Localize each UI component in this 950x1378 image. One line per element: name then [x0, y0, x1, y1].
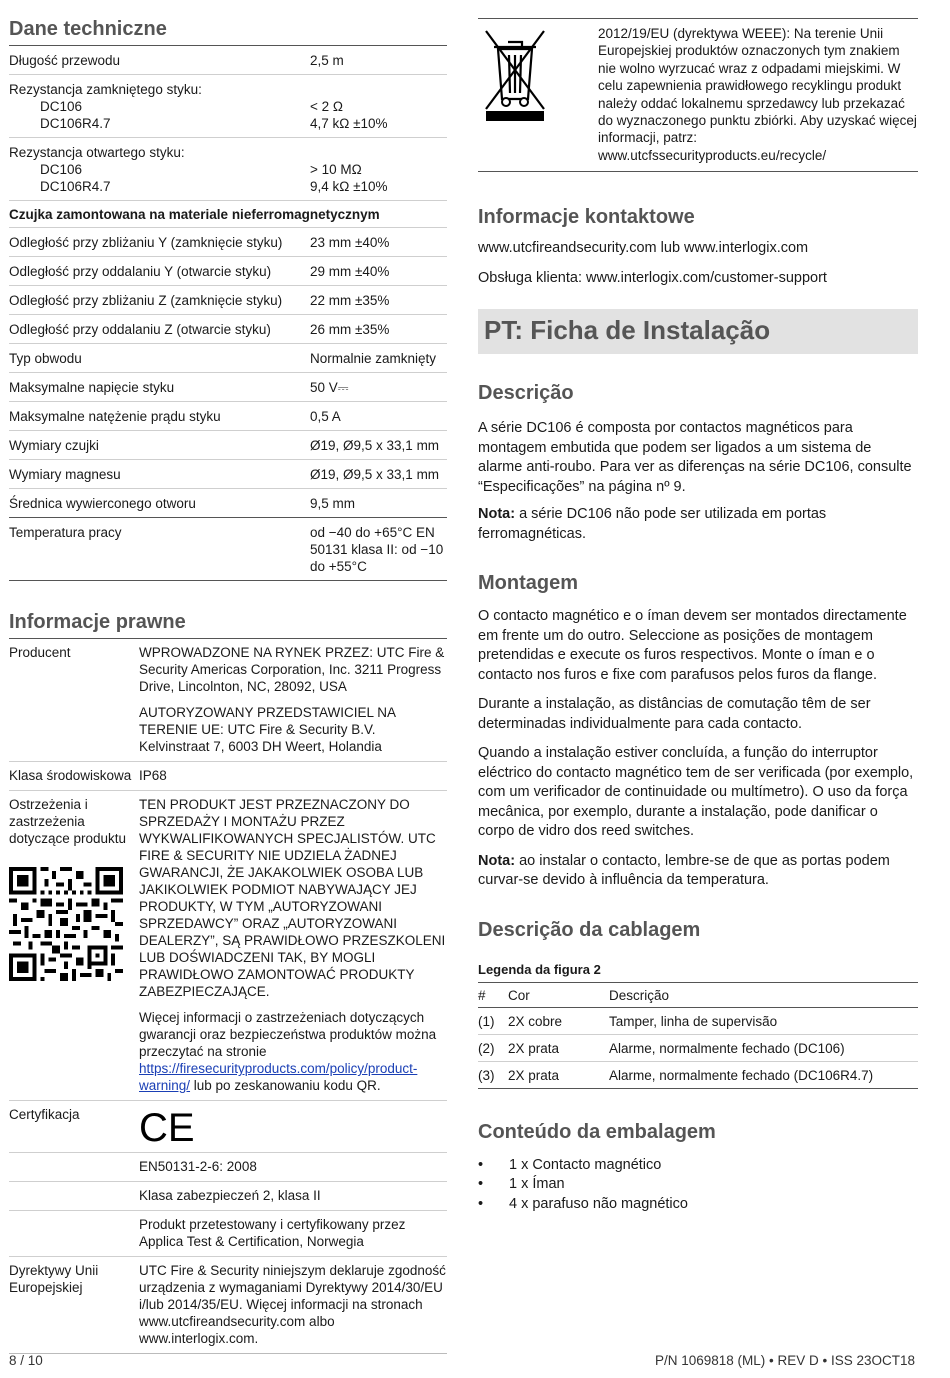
table-row	[9, 75, 447, 138]
contents-list	[478, 1156, 918, 1215]
row-label: Odległość przy oddalaniu Z (otwarcie styku)	[9, 322, 271, 337]
table-row	[9, 286, 447, 315]
row-value: Normalnie zamknięty	[310, 351, 437, 366]
row-value: Produkt przetestowany i certyfikowany przez Applica Test & Certification, Norwegia	[139, 1217, 406, 1249]
table-cell: (3)	[478, 1061, 508, 1088]
list-item	[478, 1175, 918, 1195]
row-label: Odległość przy zbliżaniu Z (zamknięcie styku)	[9, 293, 283, 308]
list-item-text: 1 x Íman	[509, 1176, 565, 1193]
table-cell: (1)	[478, 1007, 508, 1034]
bullet: •	[478, 1195, 484, 1212]
list-item-text: 4 x parafuso não magnético	[509, 1195, 688, 1212]
table-row	[9, 373, 447, 402]
qr-code[interactable]	[9, 867, 123, 981]
table-row	[9, 639, 447, 762]
contact-web: www.utcfireandsecurity.com lub www.interlogix.com	[478, 240, 809, 257]
row-label: Maksymalne natężenie prądu styku	[9, 409, 221, 424]
row-value: 0,5 A	[310, 409, 341, 424]
warning-text: TEN PRODUKT JEST PRZEZNACZONY DO SPRZEDAŻY I MONTAŻU PRZEZ WYKWALIFIKOWANYCH SPECJALISTÓW. UTC FIRE & SECURITY NIE UDZIELA ŻADNEJ GWARANCJI, ŻE JAKAKOLWIEK OSOBA LUB JAKIKOLWIEK PODMIOT NABYWAJĄCY JEJ PRODUKTY, W TYM „AUTORYZOWANI SPRZEDAWCY” ORAZ „AUTORYZOWANI DEALERZY”, SĄ PRAWIDŁOWO PRZESZKOLENI LUB DOŚWIADCZENI TAK, BY MOGLI PRAWIDŁOWO ZAMONTOWAĆ PRODUKTY ZABEZPIECZAJĄCE.	[139, 797, 446, 999]
desc-note: Nota: a série DC106 não pode ser utilizada em portas ferromagnéticas.	[478, 506, 827, 542]
table-row	[9, 791, 447, 1101]
row-value: > 10 MΩ	[310, 162, 362, 177]
row-label: Klasa środowiskowa	[9, 768, 132, 783]
desc-title: Descrição	[478, 382, 574, 405]
contents-title: Conteúdo da embalagem	[478, 1120, 716, 1143]
row-value: 9,4 kΩ ±10%	[310, 179, 388, 194]
eu-representative-text: AUTORYZOWANY PRZEDSTAWICIEL NA TERENIE UE: UTC Fire & Security B.V. Kelvinstraat 7, 6003 DH Weert, Holandia	[139, 705, 396, 754]
bullet: •	[478, 1176, 484, 1193]
row-label: Rezystancja zamkniętego styku:	[9, 82, 202, 97]
table-cell: 2X cobre	[508, 1007, 609, 1034]
row-label: Odległość przy oddalaniu Y (otwarcie styku)	[9, 264, 272, 279]
table-row	[9, 228, 447, 257]
table-row	[9, 402, 447, 431]
table-cell: Alarme, normalmente fechado (DC106R4.7)	[609, 1061, 918, 1088]
row-label: Długość przewodu	[9, 53, 121, 68]
row-label: Temperatura pracy	[9, 525, 122, 540]
legal-title: Informacje prawne	[9, 611, 447, 639]
right-column	[478, 18, 918, 1214]
row-label: Średnica wywierconego otworu	[9, 496, 196, 511]
table-row	[9, 1257, 447, 1354]
table-row	[478, 1061, 918, 1088]
table-row	[9, 344, 447, 373]
row-value: 23 mm ±40%	[310, 235, 390, 250]
mount-text: Quando a instalação estiver concluída, a função do interruptor eléctrico do contacto magnético tem de ser verificada (por exemplo, com um verificador de continuidade ou multímetro). O uso da força mecânica, por exemplo, durante a instalação, pode danificar o corpo de vidro dos reed switches.	[478, 745, 914, 840]
contact-title: Informacje kontaktowe	[478, 206, 695, 229]
row-label: Ostrzeżenia i zastrzeżenia dotyczące produktu	[9, 797, 127, 846]
mount-note: Nota: ao instalar o contacto, lembre-se de que as portas podem curvar-se devido à influência da temperatura.	[478, 852, 890, 889]
product-warning-link[interactable]: https://firesecurityproducts.com/policy/product-warning/	[139, 1061, 418, 1093]
table-row	[9, 762, 447, 791]
mount-title: Montagem	[478, 572, 578, 595]
row-value: od −40 do +65°C EN 50131 klasa II: od −10 do +55°C	[310, 525, 444, 574]
table-cell: 2X prata	[508, 1034, 609, 1061]
left-column	[9, 18, 447, 1354]
wiring-caption: Legenda da figura 2	[478, 961, 601, 977]
row-value: UTC Fire & Security niniejszym deklaruje zgodność urządzenia z wymaganiami Dyrektywy 2014/30/EU i/lub 2014/35/EU. Więcej informacji na stronach www.utcfireandsecurity.com albo www.interlogix.com.	[139, 1263, 446, 1346]
column-header: Cor	[508, 982, 609, 1007]
tech-rows	[9, 228, 447, 518]
table-row	[478, 1007, 918, 1034]
row-value: EN50131-2-6: 2008	[139, 1159, 257, 1174]
row-value: 22 mm ±35%	[310, 293, 390, 308]
warranty-info: Więcej informacji o zastrzeżeniach dotyczących gwarancji oraz bezpieczeństwa produktów można przeczytać na stronie https://firesecurityproducts.com/policy/product-warning/ lub po zeskanowaniu kodu QR.	[139, 1010, 437, 1093]
crossed-out-bin-icon	[480, 25, 550, 121]
table-cell: (2)	[478, 1034, 508, 1061]
table-cell: Alarme, normalmente fechado (DC106)	[609, 1034, 918, 1061]
table-row	[478, 1034, 918, 1061]
table-row	[9, 489, 447, 518]
row-value: 4,7 kΩ ±10%	[310, 116, 388, 131]
row-label: Certyfikacja	[9, 1107, 80, 1122]
table-row	[9, 1153, 447, 1182]
row-value: Ø19, Ø9,5 x 33,1 mm	[310, 438, 440, 453]
bullet: •	[478, 1156, 484, 1173]
contact-support: Obsługa klienta: www.interlogix.com/customer-support	[478, 269, 827, 286]
column-header: Descrição	[609, 982, 918, 1007]
row-label: Typ obwodu	[9, 351, 82, 366]
table-row	[9, 138, 447, 201]
tech-data-title: Dane techniczne	[9, 18, 447, 46]
mount-text: Durante a instalação, as distâncias de comutação têm de ser determinadas individualmente para cada contacto.	[478, 696, 871, 732]
row-label: Wymiary magnesu	[9, 467, 121, 482]
table-row	[9, 46, 447, 75]
row-label: Odległość przy zbliżaniu Y (zamknięcie styku)	[9, 235, 283, 250]
table-row	[9, 460, 447, 489]
svg-text:CE: CE	[139, 1109, 195, 1147]
nonferro-heading: Czujka zamontowana na materiale nieferromagnetycznym	[9, 201, 447, 228]
row-label: Wymiary czujki	[9, 438, 99, 453]
page-number: 8 / 10	[9, 1353, 43, 1368]
part-number: P/N 1069818 (ML) • REV D • ISS 23OCT18	[654, 1353, 915, 1368]
row-label: Maksymalne napięcie styku	[9, 380, 175, 395]
table-row	[9, 518, 447, 581]
table-row	[9, 315, 447, 344]
column-header: #	[478, 982, 508, 1007]
model-name: DC106	[40, 99, 83, 114]
table-header-row	[478, 982, 918, 1007]
table-row	[9, 257, 447, 286]
row-value: < 2 Ω	[310, 99, 343, 114]
list-item	[478, 1195, 918, 1215]
model-name: DC106R4.7	[40, 179, 111, 194]
list-item-text: 1 x Contacto magnético	[509, 1156, 662, 1173]
pt-banner-title: PT: Ficha de Instalação	[478, 309, 918, 354]
row-value: 2,5 m	[310, 53, 344, 68]
row-value: 26 mm ±35%	[310, 322, 390, 337]
row-value: Ø19, Ø9,5 x 33,1 mm	[310, 467, 440, 482]
producer-text: WPROWADZONE NA RYNEK PRZEZ: UTC Fire & Security Americas Corporation, Inc. 3211 Progress Drive, Lincolnton, NC, 28092, USA	[139, 645, 445, 694]
row-value: 29 mm ±40%	[310, 264, 390, 279]
desc-text: A série DC106 é composta por contactos magnéticos para montagem embutida que podem ser ligados a um sistema de alarme anti-roubo. Para ver as diferenças na série DC106, consulte “Especificações” na página nº 9.	[478, 420, 912, 495]
weee-text: 2012/19/EU (dyrektywa WEEE): Na terenie Unii Europejskiej produktów oznaczonych tym znakiem nie wolno wyrzucać wraz z odpadami miejskimi. W celu zapewnienia prawidłowego recyklingu produkt należy oddać lokalnemu sprzedawcy lub przekazać do wyznaczonego punktu zbiórki. Aby uzyskać więcej informacji, patrz: www.utcfssecurityproducts.eu/recycle/	[598, 26, 917, 163]
row-value: Klasa zabezpieczeń 2, klasa II	[139, 1188, 321, 1203]
table-row	[9, 1101, 447, 1153]
table-row	[9, 431, 447, 460]
row-value: 9,5 mm	[310, 496, 356, 511]
row-value: 50 V⎓	[310, 380, 349, 395]
row-value: IP68	[139, 768, 167, 783]
ce-mark-icon	[139, 1106, 447, 1146]
model-name: DC106	[40, 162, 83, 177]
wiring-table	[478, 982, 918, 1089]
tech-table	[9, 46, 447, 581]
weee-notice	[478, 18, 918, 172]
table-row	[9, 1211, 447, 1257]
legal-section	[9, 611, 447, 1354]
row-label: Dyrektywy Unii Europejskiej	[9, 1263, 99, 1295]
table-row	[9, 1182, 447, 1211]
table-cell: Tamper, linha de supervisão	[609, 1007, 918, 1034]
wiring-title: Descrição da cablagem	[478, 918, 701, 941]
table-cell: 2X prata	[508, 1061, 609, 1088]
model-name: DC106R4.7	[40, 116, 111, 131]
row-label: Rezystancja otwartego styku:	[9, 145, 185, 160]
mount-text: O contacto magnético e o íman devem ser montados directamente em frente um do outro. Seleccione as posições de montagem pretendidas e execute os furos respectivos. Monte o íman e o contacto nos furos e fixe com parafusos pelos furos da flange.	[478, 608, 907, 683]
list-item	[478, 1156, 918, 1176]
row-label: Producent	[9, 645, 71, 660]
